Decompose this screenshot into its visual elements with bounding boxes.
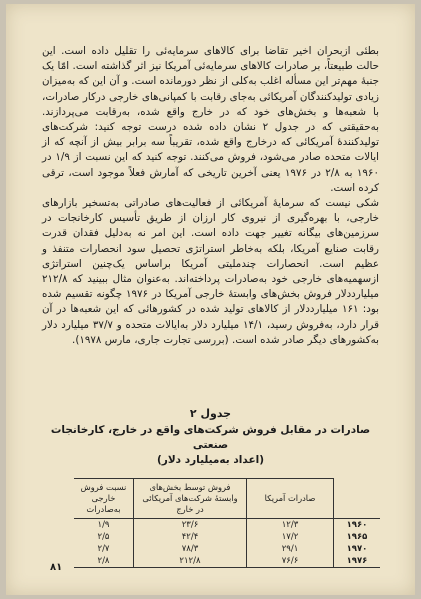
header-year [334, 479, 381, 519]
cell-ratio: ۱/۹ [97, 520, 110, 530]
cell-ratio: ۲/۸ [74, 555, 134, 568]
table-row [74, 519, 380, 532]
page-number: ۸۱ [50, 562, 63, 573]
cell-sales: ۲۳/۶ [134, 519, 247, 532]
cell-sales: ۷۸/۳ [134, 543, 247, 555]
table-row [74, 543, 380, 555]
header-ratio: نسبت فروش خارجی به‌صادرات [74, 479, 134, 519]
cell-ratio: ۲/۷ [97, 544, 110, 554]
body-text [42, 44, 379, 348]
cell-sales: ۴۲/۴ [134, 531, 247, 543]
table-caption-line: صادرات در مقابل فروش شرکت‌های واقع در خارج، کارخانجات صنعتی [50, 424, 371, 451]
cell-exports: ۱۲/۳ [247, 519, 334, 532]
cell-year: ۱۹۷۰ [334, 543, 381, 555]
table-caption-unit: (اعداد به‌میلیارد دلار) [156, 454, 265, 466]
table-caption [42, 423, 379, 468]
cell-exports: ۲۹/۱ [247, 543, 334, 555]
cell-exports: ۱۷/۲ [247, 531, 334, 543]
paragraph: شکی نیست که سرمایهٔ آمریکائی از فعالیت‌های صادراتی به‌تسخیر بازارهای خارجی، با بهره‌گیری از نیروی کار ارزان از طریق تأسیس کارخانجات در سرزمین‌های بیگانه تغییر جهت داده است. این امر نه به‌دلیل فقدان قدرت رقابت صنایع آمریکا، بلکه به‌خاطر استراتژی تحصیل سود انحصارات متنفذ و عظیم است. انحصارات چندملیتی آمریکا براساس یک‌چنین استراتژی ازسهمیه‌های خارجی خود به‌صادرات پرداخته‌اند. به‌عنوان مثال ببینید که ۲۱۲/۸ میلیارددلار فروش بخش‌های وابستهٔ خارجی آمریکا در ۱۹۷۶ چگونه تقسیم شده بود: ۱۶۱ میلیارددلار از کالاهای تولید شده در کشورهائی که این شعبه‌ها در آن قرار دارد، به‌فروش رسید، ۱۴/۱ میلیارد دلار به‌ایالات متحده و ۳۷/۷ میلیارد دلار به‌کشورهای دیگر صادر شده است. (بررسی تجارت جاری، مارس ۱۹۷۸). [42, 197, 379, 346]
cell-sales: ۲۱۲/۸ [134, 555, 247, 568]
table-number: جدول ۲ [189, 407, 232, 420]
table-row [74, 531, 380, 543]
table-header-row [74, 479, 380, 519]
header-sales: فروش توسط بخش‌های وابستهٔ شرکت‌های آمریکائی در خارج [134, 479, 247, 519]
table-row [74, 555, 380, 568]
book-page [6, 4, 415, 595]
cell-ratio: ۲/۵ [97, 532, 110, 542]
cell-year: ۱۹۷۶ [334, 555, 381, 568]
data-table [74, 478, 380, 568]
header-exports: صادرات آمریکا [247, 479, 334, 519]
paragraph: بطئی ازبحران اخیر تقاضا برای کالاهای سرمایه‌ئی را تقلیل داده است. این حالت طبیعتاً، بر صادرات کالاهای سرمایه‌ئی آمریکا نیز اثر گذاشته است. امّا یک جنبهٔ مهم‌تر این مسأله اغلب به‌کلی از نظر دورمانده است. و آن این که به‌میزان زیادی تولیدکنندگان آمریکائی به‌جای رقابت با کمپانی‌های خارجی درکار صادرات، با شعبه‌ها و بخش‌های خود که در خارج واقع شده، به‌رقابت می‌پردازند. به‌حقیقتی که در جدول ۲ نشان داده شده درست توجه کنید: شرکت‌های تولیدکنندهٔ آمریکائی که درخارج واقع شده، تقریباً سه برابر بیش از آنچه که از ایالات متحده صادر می‌شود، فروش می‌کنند. توجه کنید که این نسبت از ۱/۹ در ۱۹۶۰ به ۲/۸ در ۱۹۷۶ یعنی آخرین تاریخی که آمارش فعلاً موجود است، ترقی کرده است. [42, 45, 379, 194]
cell-year: ۱۹۶۰ [334, 519, 381, 532]
cell-year: ۱۹۶۵ [334, 531, 381, 543]
cell-exports: ۷۶/۶ [247, 555, 334, 568]
